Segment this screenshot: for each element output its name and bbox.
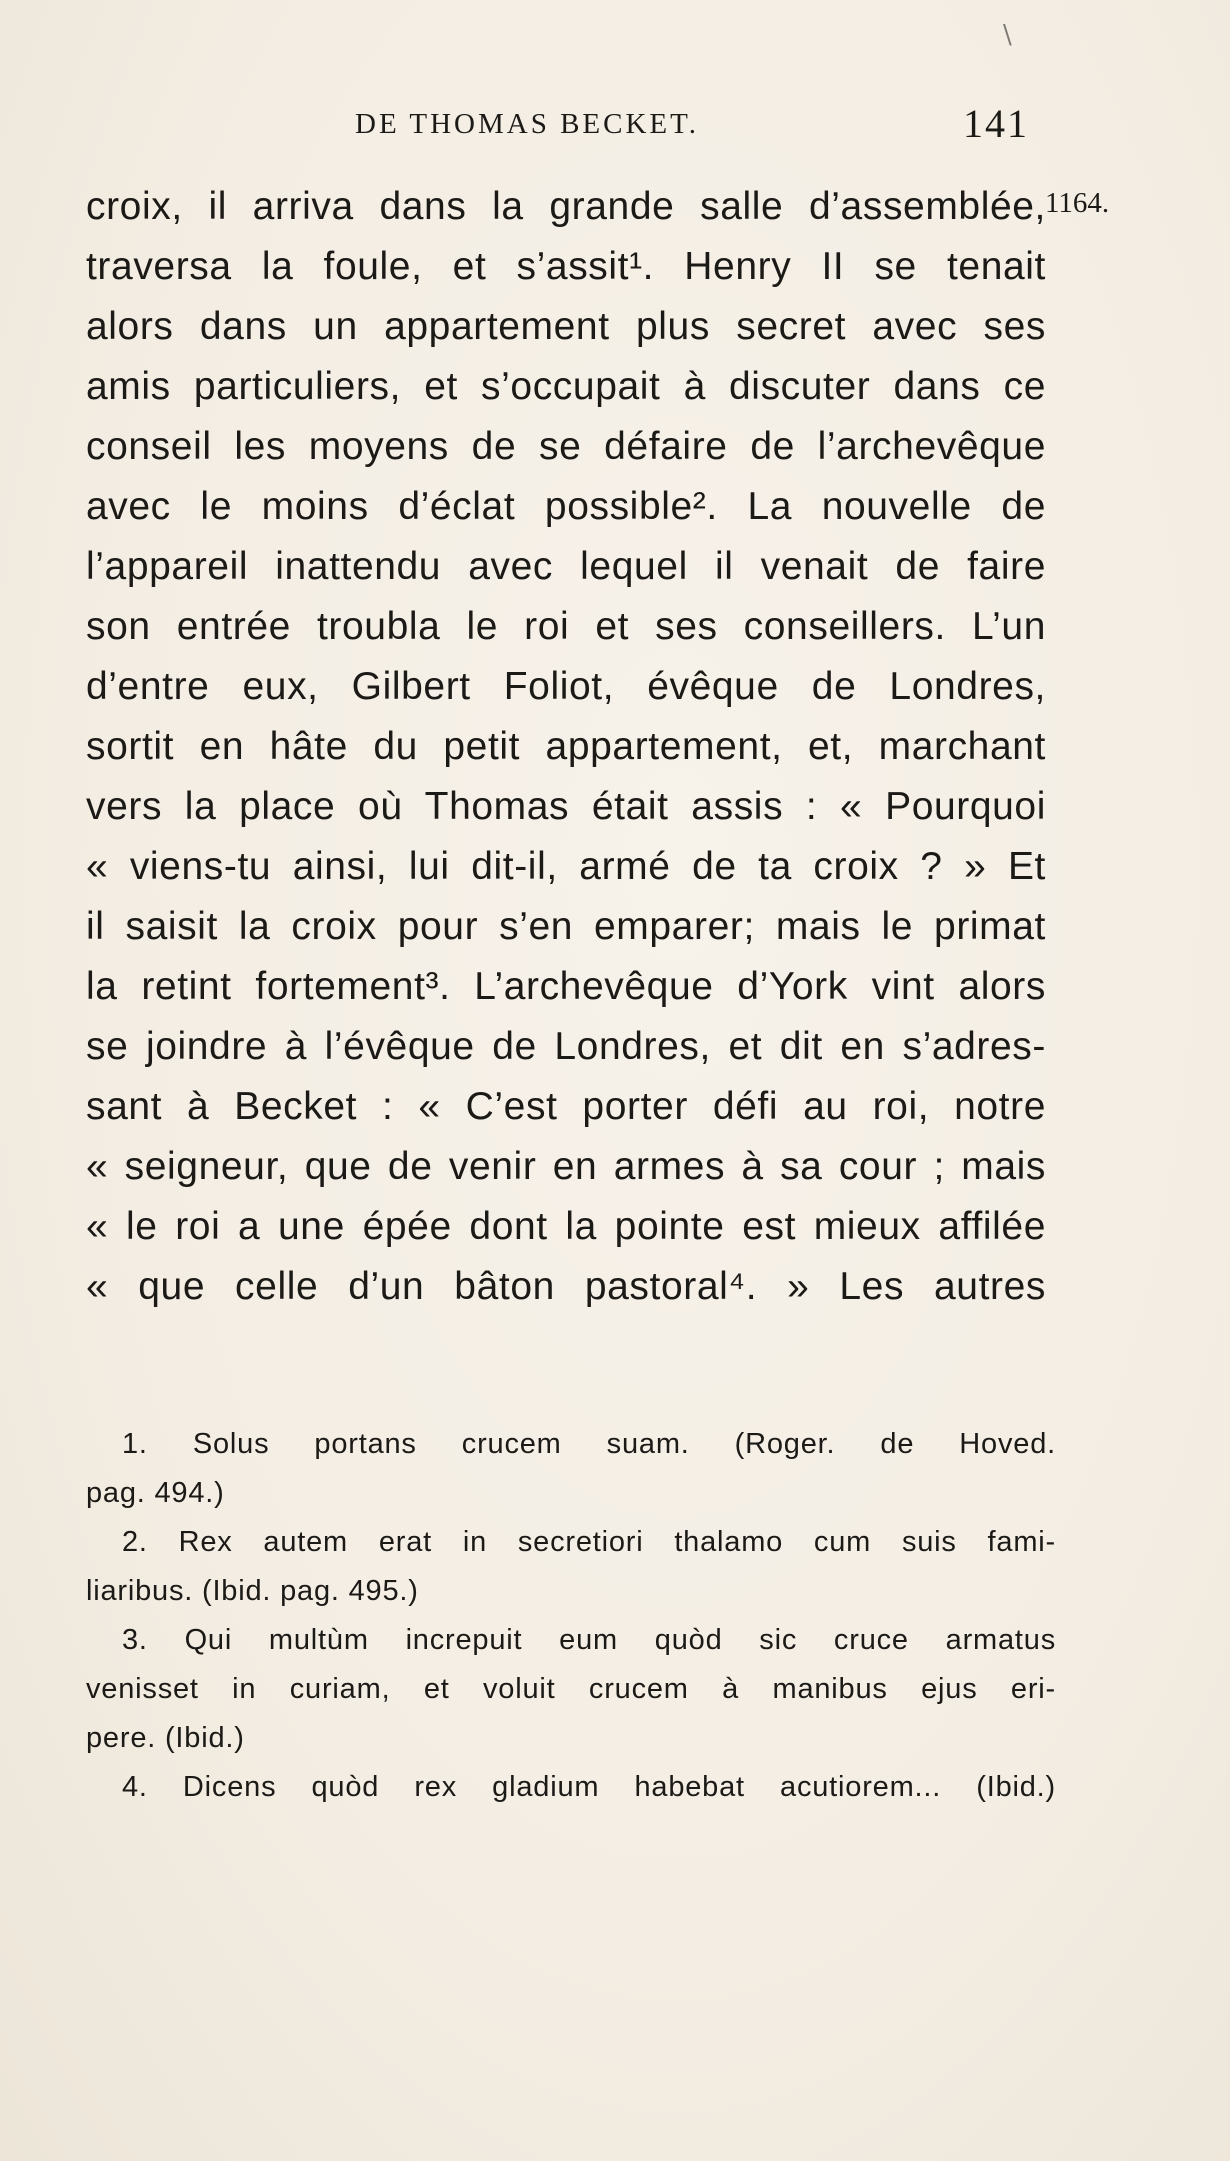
footnote-4: 4. Dicens quòd rex gladium habebat acutiorem... (Ibid.) <box>122 1771 1056 1803</box>
page-number: 141 <box>963 101 1029 146</box>
body-line: avec le moins d’éclat possible². La nouvelle de <box>86 485 1046 528</box>
body-line: « que celle d’un bâton pastoral⁴. » Les autres <box>86 1265 1046 1308</box>
body-line: d’entre eux, Gilbert Foliot, évêque de Londres, <box>86 665 1046 708</box>
margin-year-note: 1164. <box>1045 187 1110 219</box>
body-line: vers la place où Thomas était assis : « Pourquoi <box>86 785 1046 828</box>
body-line: traversa la foule, et s’assit¹. Henry II se tenait <box>86 245 1046 288</box>
footnote-2: 2. Rex autem erat in secretiori thalamo cum suis fami- <box>122 1526 1056 1558</box>
body-line: conseil les moyens de se défaire de l’archevêque <box>86 425 1046 468</box>
body-line: il saisit la croix pour s’en emparer; mais le primat <box>86 905 1046 948</box>
footnote-1-continued: pag. 494.) <box>86 1477 225 1509</box>
footnote-3-end: pere. (Ibid.) <box>86 1722 245 1754</box>
footnote-3-continued: venisset in curiam, et voluit crucem à manibus ejus eri- <box>86 1673 1056 1705</box>
body-text <box>86 177 1046 1317</box>
footnotes <box>86 1420 1056 1812</box>
running-title: DE THOMAS BECKET. <box>355 108 699 140</box>
body-line: son entrée troubla le roi et ses conseillers. L’un <box>86 605 1046 648</box>
body-line: amis particuliers, et s’occupait à discuter dans ce <box>86 365 1046 408</box>
footnote-3: 3. Qui multùm increpuit eum quòd sic cruce armatus <box>122 1624 1056 1656</box>
body-line: « le roi a une épée dont la pointe est mieux affilée <box>86 1205 1046 1248</box>
body-line: se joindre à l’évêque de Londres, et dit en s’adres- <box>86 1025 1046 1068</box>
body-line: alors dans un appartement plus secret avec ses <box>86 305 1046 348</box>
corner-mark: \ <box>1003 20 1012 50</box>
body-line: sant à Becket : « C’est porter défi au roi, notre <box>86 1085 1046 1128</box>
page-header <box>0 101 1230 156</box>
body-line: croix, il arriva dans la grande salle d’assemblée, <box>86 185 1046 228</box>
body-line: l’appareil inattendu avec lequel il venait de faire <box>86 545 1046 588</box>
body-line: sortit en hâte du petit appartement, et, marchant <box>86 725 1046 768</box>
body-line: la retint fortement³. L’archevêque d’York vint alors <box>86 965 1046 1008</box>
body-line: « seigneur, que de venir en armes à sa cour ; mais <box>86 1145 1046 1188</box>
footnote-2-continued: liaribus. (Ibid. pag. 495.) <box>86 1575 419 1607</box>
body-line: « viens-tu ainsi, lui dit-il, armé de ta croix ? » Et <box>86 845 1046 888</box>
footnote-1: 1. Solus portans crucem suam. (Roger. de Hoved. <box>122 1428 1056 1460</box>
